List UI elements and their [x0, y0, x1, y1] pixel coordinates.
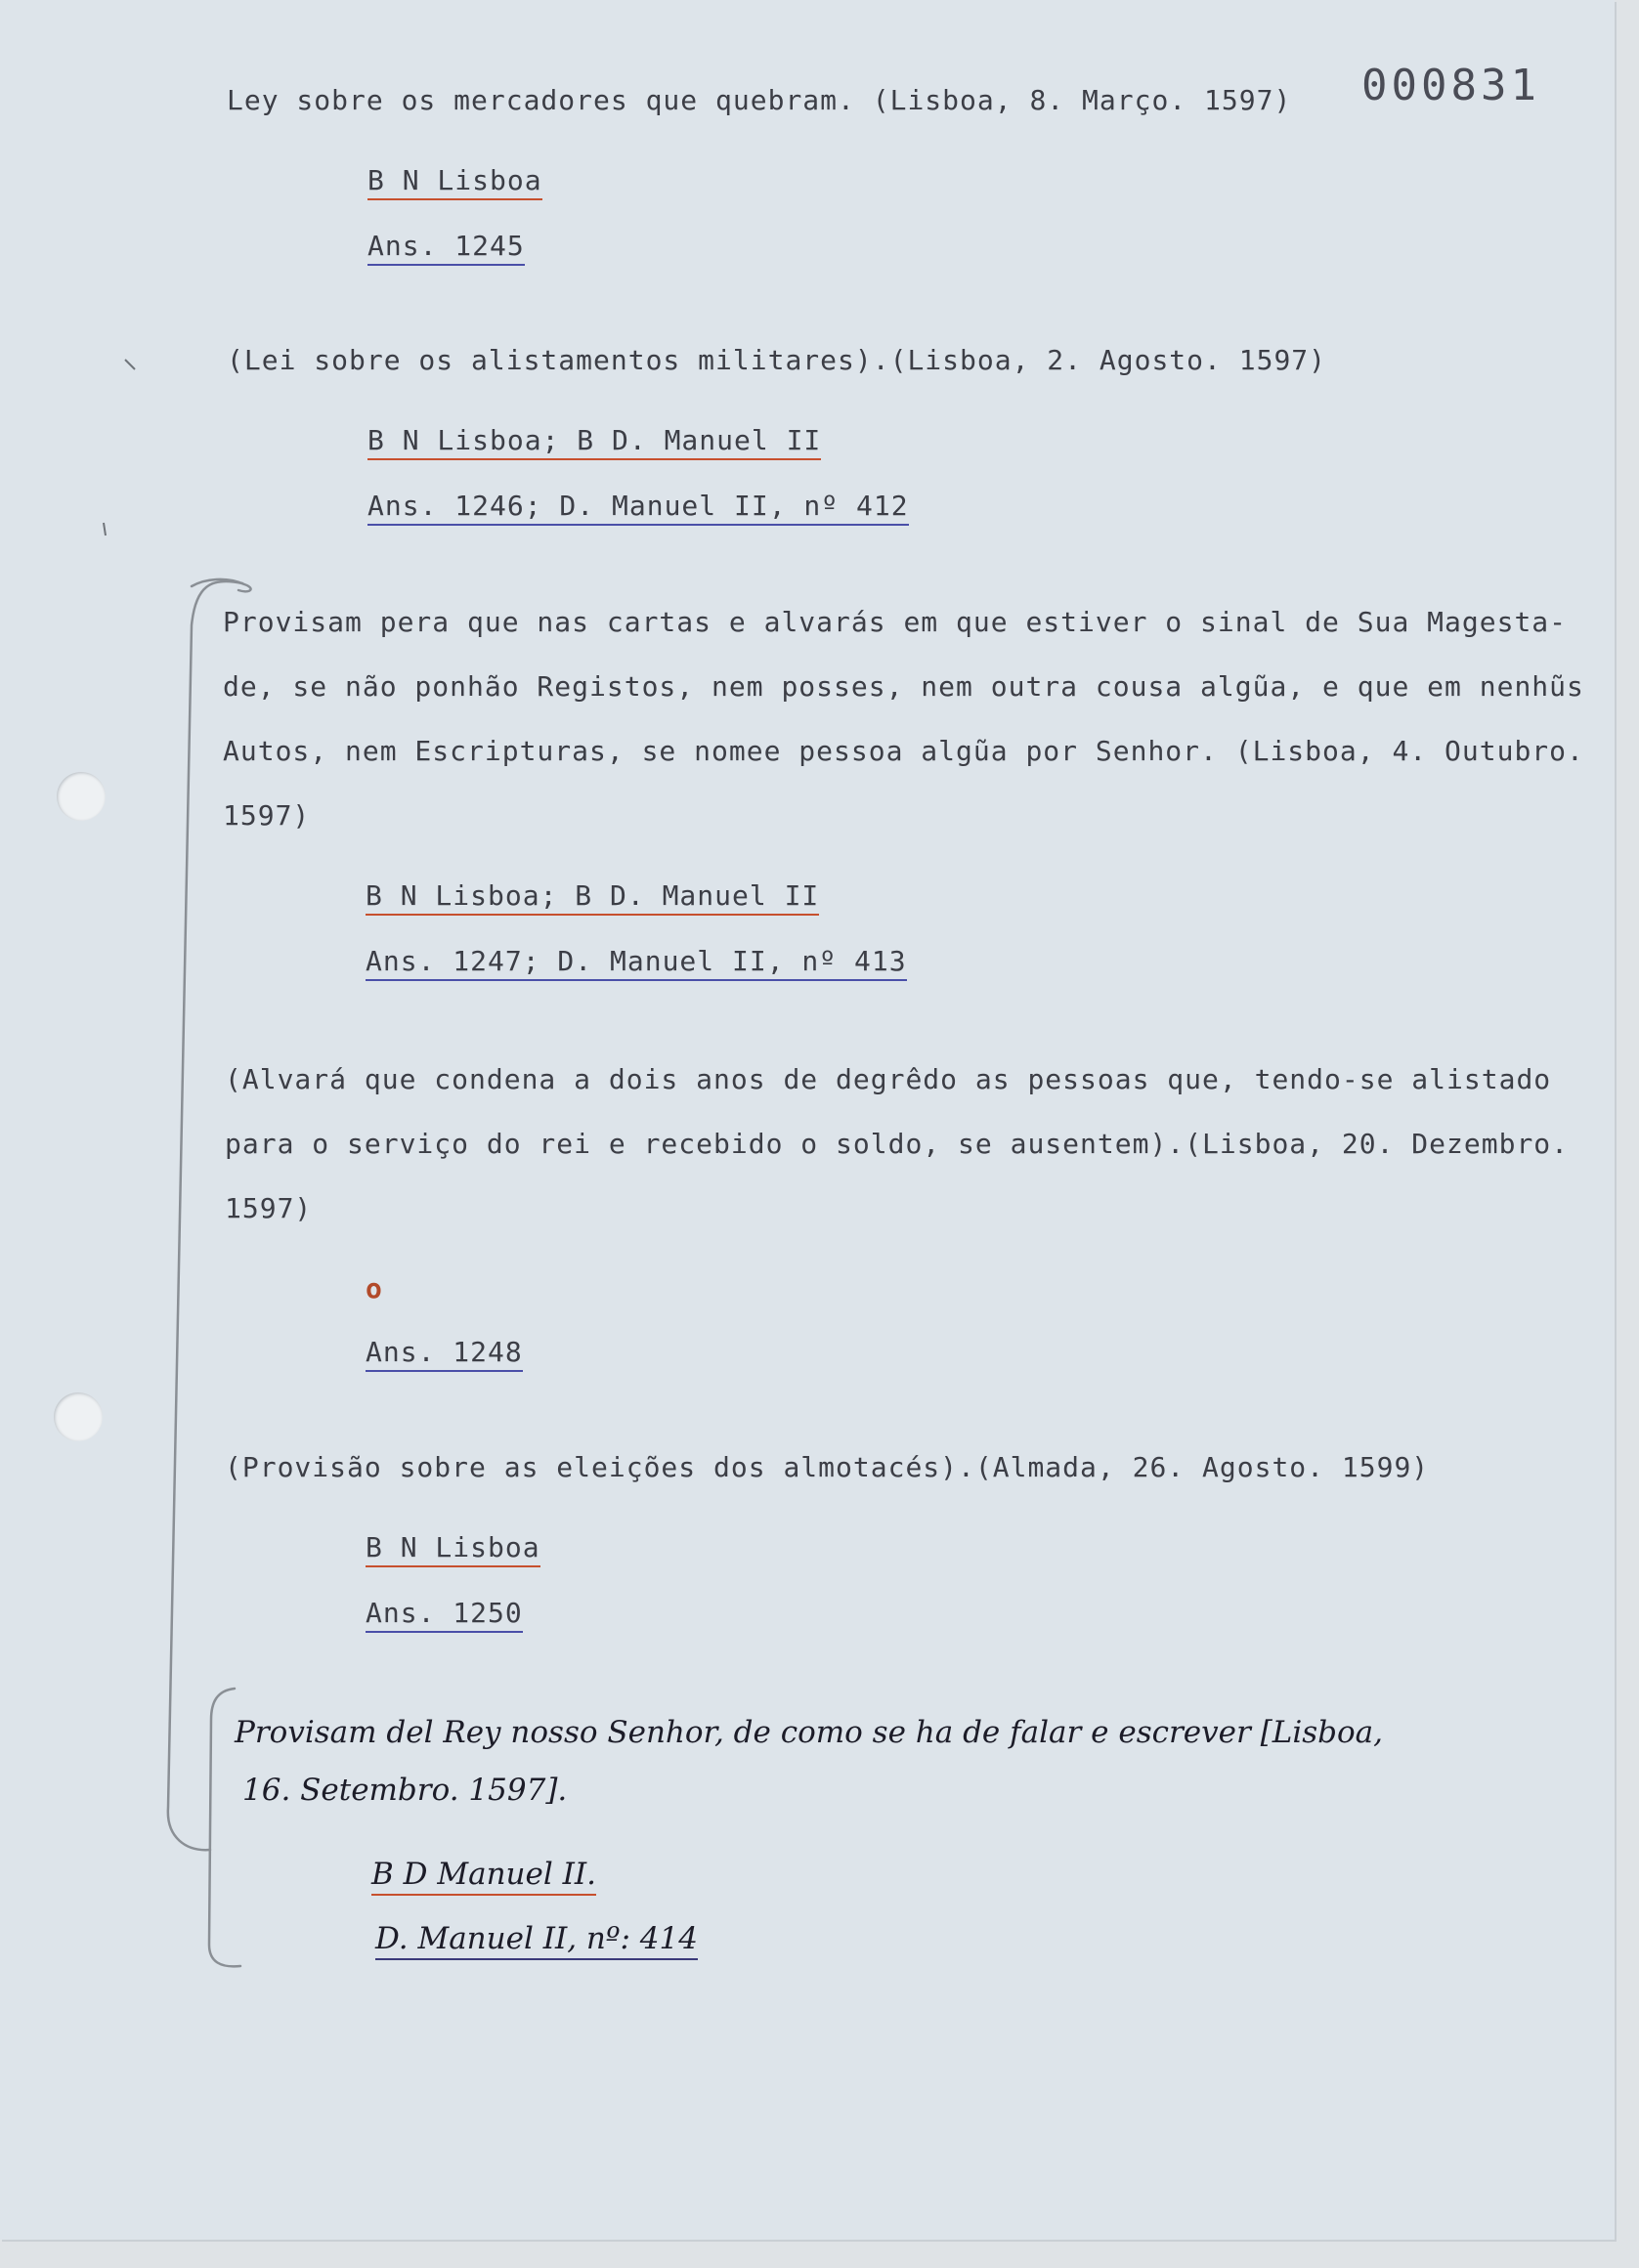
- punch-hole-top: [57, 772, 106, 821]
- handwritten-catalogue: [375, 1921, 698, 1956]
- entry-1-library: B N Lisboa: [367, 164, 542, 200]
- entry-5-title: (Provisão sobre as eleições dos almotacés).(Almada, 26. Agosto. 1599): [225, 1451, 1430, 1483]
- entry-2-title: (Lei sobre os alistamentos militares).(Lisboa, 2. Agosto. 1597): [227, 344, 1327, 376]
- entry-5-catalogue: Ans. 1250: [366, 1597, 523, 1633]
- entry-2-library: B N Lisboa; B D. Manuel II: [367, 424, 821, 460]
- punch-hole-bottom: [54, 1392, 103, 1441]
- handwritten-library-text: B D Manuel II.: [371, 1857, 596, 1896]
- entry-3-catalogue: Ans. 1247; D. Manuel II, nº 413: [366, 945, 907, 981]
- entry-3-title-line-1: Provisam pera que nas cartas e alvarás em que estiver o sinal de Sua Magesta-: [223, 606, 1568, 638]
- entry-3-title-line-2: de, se não ponhão Registos, nem posses, nem outra cousa algũa, e que em nenhũs: [223, 670, 1584, 703]
- handwritten-title-line-2: 16. Setembro. 1597].: [242, 1773, 568, 1808]
- entry-4-library-mark: o: [366, 1272, 383, 1305]
- entry-4-title-line-1: (Alvará que condena a dois anos de degrêdo as pessoas que, tendo-se alistado: [225, 1063, 1552, 1095]
- entry-3-title-line-3: Autos, nem Escripturas, se nomee pessoa algũa por Senhor. (Lisboa, 4. Outubro.: [223, 735, 1584, 767]
- entry-4-catalogue: Ans. 1248: [366, 1336, 523, 1372]
- entry-2-catalogue: Ans. 1246; D. Manuel II, nº 412: [367, 490, 909, 526]
- entry-5-library: B N Lisboa: [366, 1531, 540, 1567]
- entry-3-library: B N Lisboa; B D. Manuel II: [366, 879, 819, 916]
- entry-3-title-line-4: 1597): [223, 799, 311, 832]
- document-number: 000831: [1361, 61, 1540, 110]
- handwritten-catalogue-text: D. Manuel II, nº: 414: [375, 1921, 698, 1960]
- handwritten-title-line-1: Provisam del Rey nosso Senhor, de como se ha de falar e escrever [Lisboa,: [235, 1715, 1384, 1750]
- entry-4-title-line-3: 1597): [225, 1192, 313, 1224]
- entry-1-catalogue: Ans. 1245: [367, 230, 525, 266]
- entry-1-title: Ley sobre os mercadores que quebram. (Lisboa, 8. Março. 1597): [227, 84, 1292, 116]
- entry-4-title-line-2: para o serviço do rei e recebido o soldo, se ausentem).(Lisboa, 20. Dezembro.: [225, 1128, 1570, 1160]
- handwritten-library: [371, 1857, 596, 1892]
